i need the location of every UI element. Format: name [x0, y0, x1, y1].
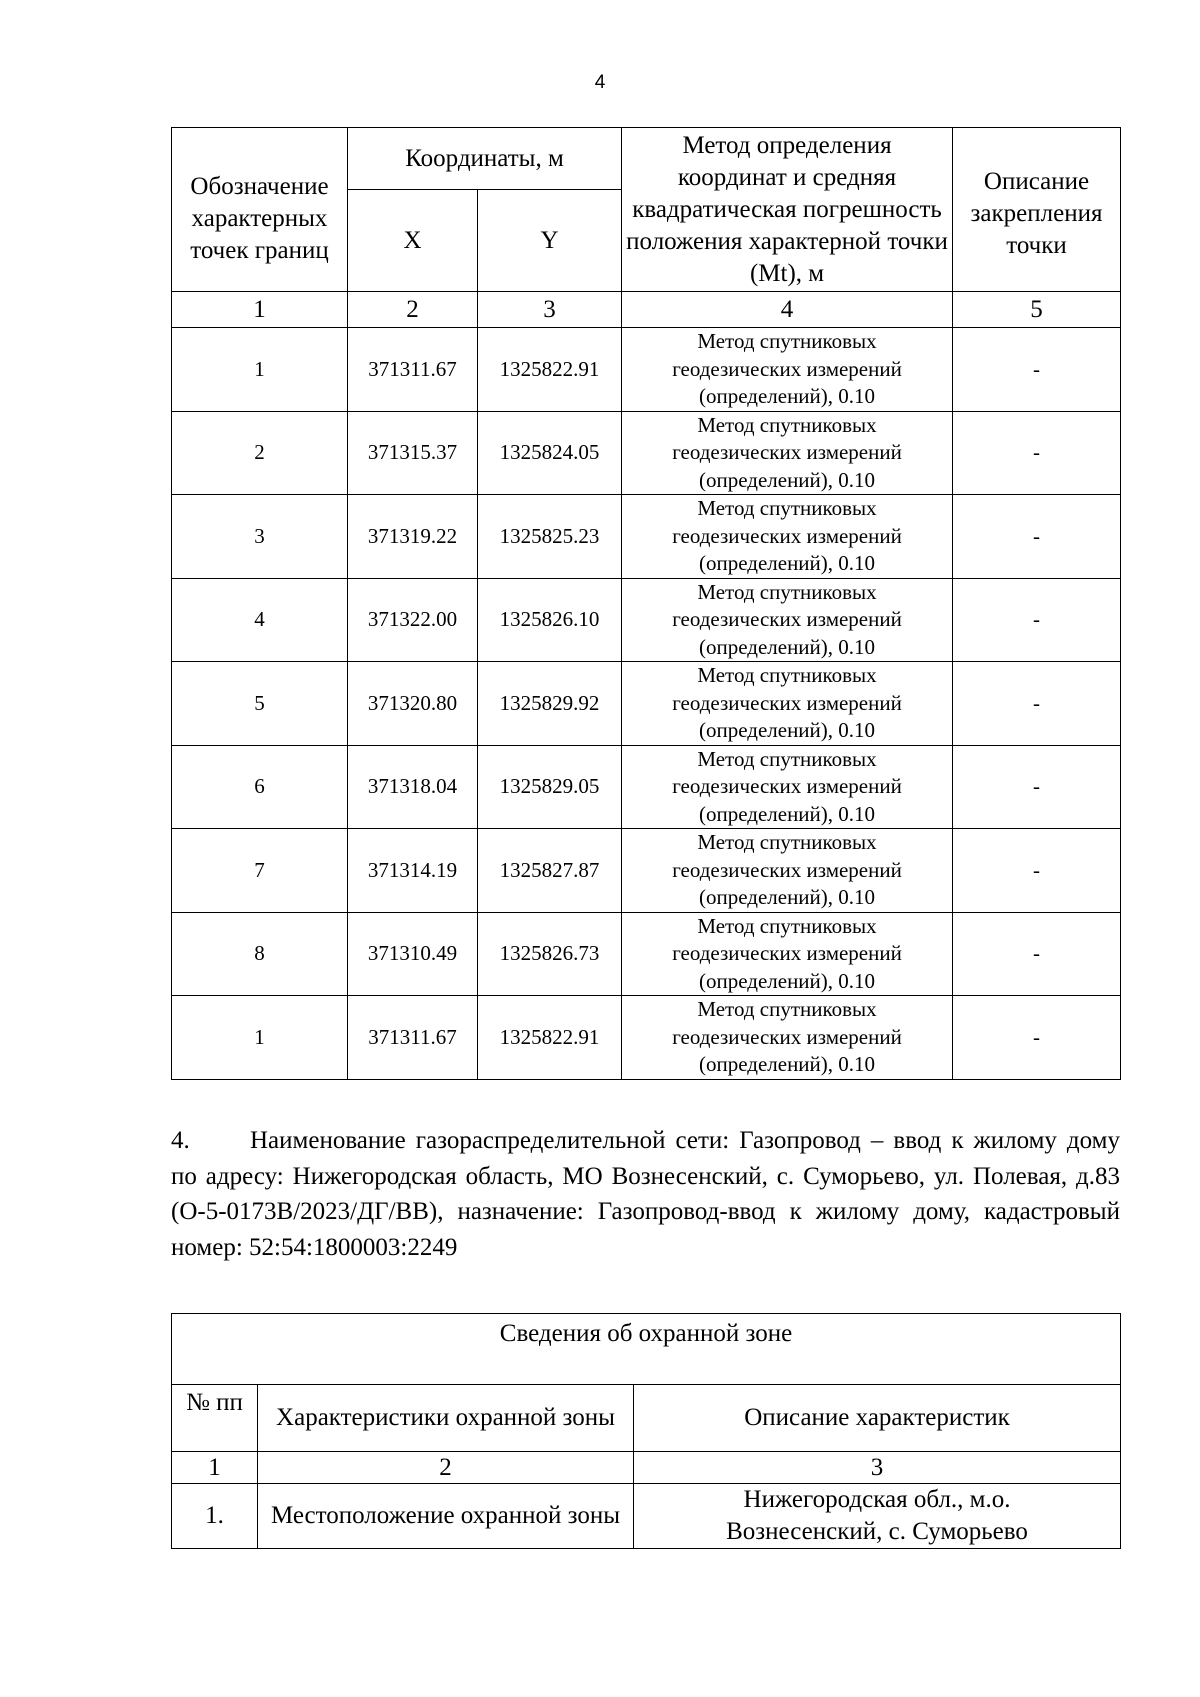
y-coordinate-cell: 1325824.05 — [478, 411, 622, 495]
y-coordinate-cell: 1325829.92 — [478, 662, 622, 746]
y-coordinate-cell: 1325822.91 — [478, 996, 622, 1080]
column-number: 1 — [172, 292, 348, 328]
section-paragraph — [171, 1123, 1120, 1265]
table-row — [172, 829, 1121, 913]
table-row — [172, 745, 1121, 829]
column-number: 3 — [634, 1452, 1121, 1484]
x-coordinate-cell: 371311.67 — [348, 996, 478, 1080]
zone-table-title: Сведения об охранной зоне — [172, 1314, 1121, 1385]
section-number: 4. — [171, 1127, 190, 1154]
header-description: Описание закрепления точки — [953, 128, 1121, 292]
method-cell: Метод спутниковых геодезических измерений (определений), 0.10 — [622, 912, 953, 996]
header-designation: Обозначение характерных точек границ — [172, 128, 348, 292]
method-cell: Метод спутниковых геодезических измерений (определений), 0.10 — [622, 745, 953, 829]
zone-description-cell: Нижегородская обл., м.о. Вознесенский, с. Суморьево — [634, 1484, 1121, 1549]
point-number-cell: 1 — [172, 996, 348, 1080]
fixation-description-cell: - — [953, 996, 1121, 1080]
fixation-description-cell: - — [953, 495, 1121, 579]
table-row — [172, 328, 1121, 412]
header-coordinates: Координаты, м — [348, 128, 622, 190]
column-number: 3 — [478, 292, 622, 328]
table-row — [172, 411, 1121, 495]
page-number: 4 — [594, 72, 606, 93]
y-coordinate-cell: 1325826.73 — [478, 912, 622, 996]
table-row — [172, 996, 1121, 1080]
method-cell: Метод спутниковых геодезических измерений (определений), 0.10 — [622, 578, 953, 662]
x-coordinate-cell: 371322.00 — [348, 578, 478, 662]
method-cell: Метод спутниковых геодезических измерений (определений), 0.10 — [622, 662, 953, 746]
fixation-description-cell: - — [953, 662, 1121, 746]
x-coordinate-cell: 371311.67 — [348, 328, 478, 412]
table-row — [172, 578, 1121, 662]
method-cell: Метод спутниковых геодезических измерений (определений), 0.10 — [622, 328, 953, 412]
column-number: 2 — [258, 1452, 634, 1484]
zone-characteristic-cell: Местоположение охранной зоны — [258, 1484, 634, 1549]
column-number: 2 — [348, 292, 478, 328]
point-number-cell: 3 — [172, 495, 348, 579]
header-characteristics: Характеристики охранной зоны — [258, 1385, 634, 1452]
table-row — [172, 912, 1121, 996]
x-coordinate-cell: 371320.80 — [348, 662, 478, 746]
header-num: № пп — [172, 1385, 258, 1452]
protection-zone-table — [171, 1313, 1121, 1549]
method-cell: Метод спутниковых геодезических измерений (определений), 0.10 — [622, 495, 953, 579]
method-cell: Метод спутниковых геодезических измерений (определений), 0.10 — [622, 411, 953, 495]
y-coordinate-cell: 1325827.87 — [478, 829, 622, 913]
point-number-cell: 1 — [172, 328, 348, 412]
point-number-cell: 8 — [172, 912, 348, 996]
y-coordinate-cell: 1325829.05 — [478, 745, 622, 829]
table-row — [172, 662, 1121, 746]
fixation-description-cell: - — [953, 411, 1121, 495]
header-characteristics-description: Описание характеристик — [634, 1385, 1121, 1452]
zone-row-number-cell: 1. — [172, 1484, 258, 1549]
point-number-cell: 5 — [172, 662, 348, 746]
table-row — [172, 495, 1121, 579]
y-coordinate-cell: 1325826.10 — [478, 578, 622, 662]
point-number-cell: 7 — [172, 829, 348, 913]
table-row — [172, 1484, 1121, 1549]
x-coordinate-cell: 371314.19 — [348, 829, 478, 913]
boundary-points-table — [171, 127, 1121, 1080]
x-coordinate-cell: 371319.22 — [348, 495, 478, 579]
section-text: Наименование газораспределительной сети: Газопровод – ввод к жилому дому по адресу: Нижегородская область, МО Вознесенский, с. Суморьево, ул. Полевая, д.83 (О-5-0173В/2023/ДГ/ВВ), назначение: Газопровод-ввод к жилому дому, кадастровый номер: 52:54:1800003:2249 — [171, 1127, 1120, 1261]
fixation-description-cell: - — [953, 745, 1121, 829]
method-cell: Метод спутниковых геодезических измерений (определений), 0.10 — [622, 996, 953, 1080]
point-number-cell: 6 — [172, 745, 348, 829]
x-coordinate-cell: 371315.37 — [348, 411, 478, 495]
point-number-cell: 2 — [172, 411, 348, 495]
y-coordinate-cell: 1325825.23 — [478, 495, 622, 579]
header-y: Y — [478, 190, 622, 292]
y-coordinate-cell: 1325822.91 — [478, 328, 622, 412]
column-number: 4 — [622, 292, 953, 328]
fixation-description-cell: - — [953, 829, 1121, 913]
fixation-description-cell: - — [953, 578, 1121, 662]
x-coordinate-cell: 371310.49 — [348, 912, 478, 996]
x-coordinate-cell: 371318.04 — [348, 745, 478, 829]
method-cell: Метод спутниковых геодезических измерений (определений), 0.10 — [622, 829, 953, 913]
zone-column-numbers-row — [172, 1452, 1121, 1484]
header-method: Метод определения координат и средняя квадратическая погрешность положения характерной точки (Mt), м — [622, 128, 953, 292]
fixation-description-cell: - — [953, 912, 1121, 996]
column-number: 1 — [172, 1452, 258, 1484]
fixation-description-cell: - — [953, 328, 1121, 412]
point-number-cell: 4 — [172, 578, 348, 662]
header-x: X — [348, 190, 478, 292]
column-number: 5 — [953, 292, 1121, 328]
column-numbers-row — [172, 292, 1121, 328]
